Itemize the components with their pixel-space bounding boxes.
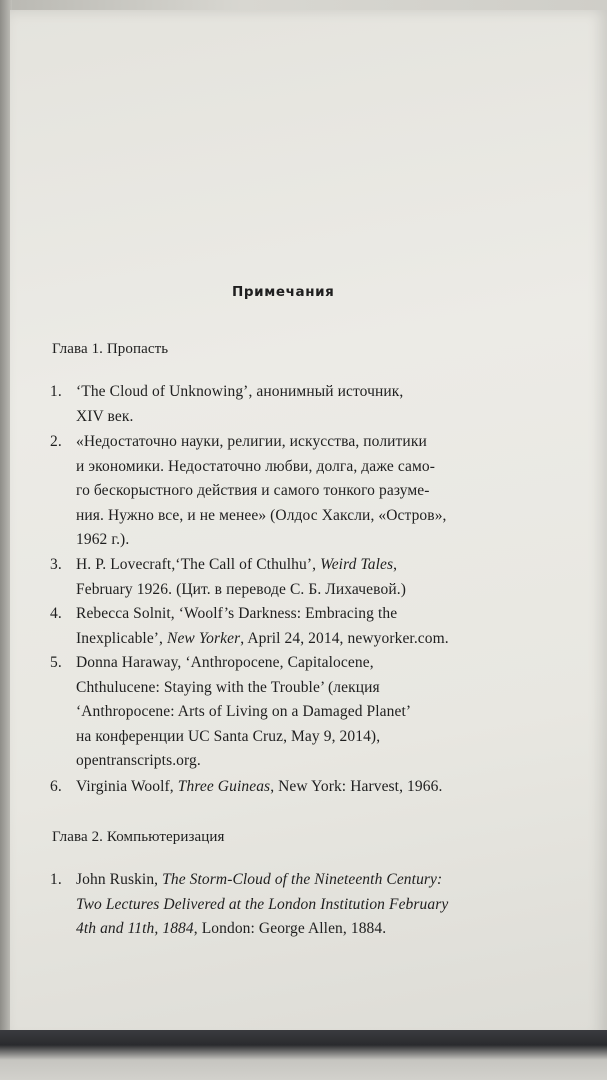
note-line: ния. Нужно все, и не менее» (Олдос Хаксли, «Остров», [76,506,447,524]
bleed-through-text [45,61,595,380]
book-page [10,10,607,1040]
note-line [76,553,576,578]
chapter-1-title: Глава 1. Пропасть [52,341,169,357]
note-line [76,868,576,893]
note-line: и экономики. Недостаточно любви, долга, даже само- [76,457,436,475]
note-line [76,627,576,652]
note-title-italic: Weird Tales [320,556,394,573]
note-line: Chthulucene: Staying with the Trouble’ (лекция [76,678,380,696]
note-line: 1962 г.). [76,531,130,548]
note-line: Two Lectures Delivered at the London Institution February [76,895,449,913]
notes-heading: Примечания [232,284,335,300]
note-title-italic: Three Guineas [177,778,271,795]
note-title-italic: The Storm-Cloud of the Nineteenth Century: [162,871,443,888]
note-text: , [393,556,398,573]
note-number: 4. [50,605,62,622]
note-title-italic: New Yorker [167,629,241,647]
note-line: opentranscripts.org. [76,752,201,769]
note-text: John Ruskin, [76,871,163,888]
note-line: го бескорыстного действия и самого тонкого разуме- [76,482,430,499]
note-line [76,917,576,942]
note-text: Inexplicable’, [76,629,168,647]
note-line: ‘The Cloud of Unknowing’, анонимный источник, [76,383,404,400]
note-text: , New York: Harvest, 1966. [270,778,443,795]
note-line [76,775,576,800]
note-line: XIV век. [76,407,134,425]
note-line: February 1926. (Цит. в переводе С. Б. Лихачевой.) [76,580,406,598]
note-line: Donna Haraway, ‘Anthropocene, Capitalocene, [76,654,374,671]
note-line: «Недостаточно науки, религии, искусства, политики [76,433,427,450]
note-text: , London: George Allen, 1884. [193,920,387,937]
note-title-italic: 4th and 11th, 1884 [76,920,194,937]
note-line: Rebecca Solnit, ‘Woolf’s Darkness: Embracing the [76,605,398,622]
note-line: ‘Anthropocene: Arts of Living on a Damaged Planet’ [76,703,412,720]
note-number: 5. [50,654,62,671]
note-number: 3. [50,556,62,573]
note-number: 1. [50,383,62,400]
page-bottom-edge [0,1030,607,1080]
note-text: , April 24, 2014, newyorker.com. [240,629,449,647]
note-text: Virginia Woolf, [76,778,178,795]
note-number: 6. [50,778,62,795]
chapter-2-title: Глава 2. Компьютеризация [52,829,225,845]
note-number: 1. [50,871,62,888]
note-number: 2. [50,433,62,450]
note-line: на конференции UC Santa Cruz, May 9, 2014), [76,727,381,745]
note-text: H. P. Lovecraft,‘The Call of Cthulhu’, [76,556,321,573]
